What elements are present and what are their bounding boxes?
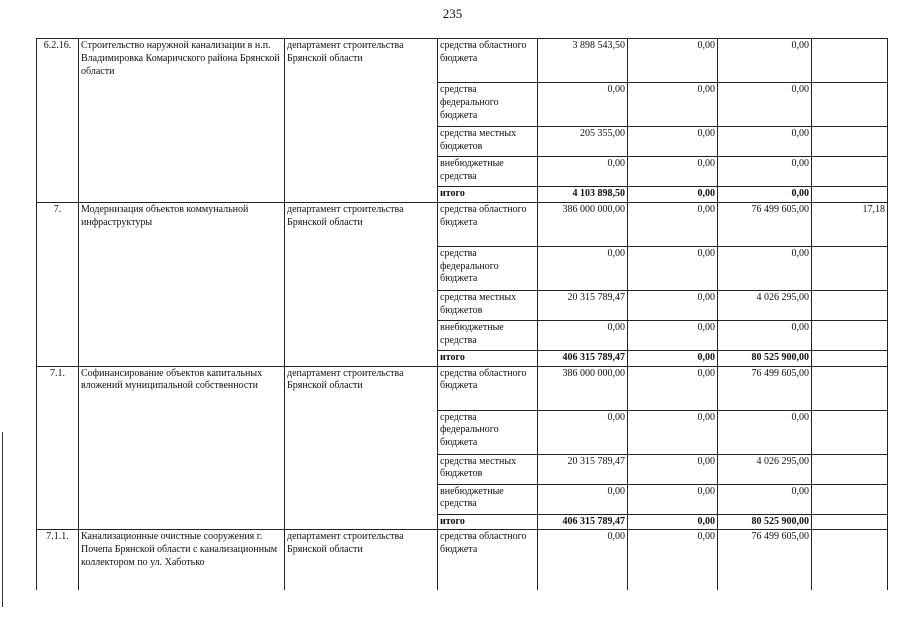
item-executor: департамент строительства Брянской области (285, 39, 438, 203)
item-name: Канализационные очистные сооружения г. Почепа Брянской области с канализационным коллектором по ул. Хаботько (79, 530, 285, 590)
percent-value (812, 366, 888, 410)
value-2: 0,00 (628, 187, 718, 203)
value-3: 0,00 (718, 83, 812, 127)
percent-value (812, 410, 888, 454)
funding-source: средства местных бюджетов (438, 454, 538, 484)
value-2: 0,00 (628, 83, 718, 127)
percent-value (812, 157, 888, 187)
percent-value (812, 187, 888, 203)
value-2: 0,00 (628, 454, 718, 484)
table-row (37, 366, 888, 410)
value-3: 0,00 (718, 187, 812, 203)
value-3: 0,00 (718, 157, 812, 187)
table-body (37, 39, 888, 590)
item-name: Софинансирование объектов капитальных вложений муниципальной собственности (79, 366, 285, 530)
value-2: 0,00 (628, 530, 718, 590)
funding-source: итого (438, 350, 538, 366)
percent-value (812, 39, 888, 83)
value-2: 0,00 (628, 39, 718, 83)
value-1: 0,00 (538, 83, 628, 127)
item-code: 7.1.1. (37, 530, 79, 590)
percent-value: 17,18 (812, 202, 888, 246)
item-code: 7.1. (37, 366, 79, 530)
value-1: 0,00 (538, 530, 628, 590)
value-1: 0,00 (538, 410, 628, 454)
value-3: 0,00 (718, 246, 812, 290)
value-1: 406 315 789,47 (538, 514, 628, 530)
value-2: 0,00 (628, 350, 718, 366)
funding-source: средства местных бюджетов (438, 127, 538, 157)
item-executor: департамент строительства Брянской области (285, 202, 438, 366)
percent-value (812, 350, 888, 366)
item-name: Модернизация объектов коммунальной инфраструктуры (79, 202, 285, 366)
margin-line (2, 432, 3, 607)
funding-source: средства федерального бюджета (438, 83, 538, 127)
value-2: 0,00 (628, 157, 718, 187)
value-2: 0,00 (628, 484, 718, 514)
percent-value (812, 484, 888, 514)
value-3: 80 525 900,00 (718, 514, 812, 530)
value-1: 0,00 (538, 484, 628, 514)
value-1: 0,00 (538, 320, 628, 350)
value-2: 0,00 (628, 410, 718, 454)
value-1: 406 315 789,47 (538, 350, 628, 366)
funding-source: внебюджетные средства (438, 320, 538, 350)
funding-source: средства федерального бюджета (438, 246, 538, 290)
value-3: 0,00 (718, 410, 812, 454)
percent-value (812, 320, 888, 350)
value-2: 0,00 (628, 127, 718, 157)
value-1: 0,00 (538, 157, 628, 187)
percent-value (812, 246, 888, 290)
table-row (37, 39, 888, 83)
value-2: 0,00 (628, 202, 718, 246)
table-row (37, 202, 888, 246)
value-1: 0,00 (538, 246, 628, 290)
table-row (37, 530, 888, 590)
value-3: 0,00 (718, 39, 812, 83)
value-2: 0,00 (628, 366, 718, 410)
value-3: 4 026 295,00 (718, 454, 812, 484)
value-2: 0,00 (628, 320, 718, 350)
item-code: 6.2.16. (37, 39, 79, 203)
funding-source: итого (438, 187, 538, 203)
item-executor: департамент строительства Брянской области (285, 366, 438, 530)
percent-value (812, 530, 888, 590)
value-1: 205 355,00 (538, 127, 628, 157)
funding-source: средства областного бюджета (438, 366, 538, 410)
budget-table (36, 38, 888, 590)
value-3: 0,00 (718, 127, 812, 157)
value-1: 386 000 000,00 (538, 202, 628, 246)
value-3: 4 026 295,00 (718, 290, 812, 320)
funding-source: средства областного бюджета (438, 202, 538, 246)
value-3: 76 499 605,00 (718, 366, 812, 410)
value-2: 0,00 (628, 514, 718, 530)
value-1: 386 000 000,00 (538, 366, 628, 410)
percent-value (812, 290, 888, 320)
funding-source: внебюджетные средства (438, 157, 538, 187)
percent-value (812, 454, 888, 484)
value-2: 0,00 (628, 290, 718, 320)
percent-value (812, 514, 888, 530)
value-3: 80 525 900,00 (718, 350, 812, 366)
percent-value (812, 83, 888, 127)
item-code: 7. (37, 202, 79, 366)
page-number: 235 (442, 6, 463, 21)
value-3: 0,00 (718, 320, 812, 350)
value-2: 0,00 (628, 246, 718, 290)
funding-source: средства федерального бюджета (438, 410, 538, 454)
value-3: 76 499 605,00 (718, 202, 812, 246)
value-3: 0,00 (718, 484, 812, 514)
funding-source: средства местных бюджетов (438, 290, 538, 320)
item-name: Строительство наружной канализации в н.п. Владимировка Комаричского района Брянской области (79, 39, 285, 203)
funding-source: средства областного бюджета (438, 530, 538, 590)
percent-value (812, 127, 888, 157)
value-1: 3 898 543,50 (538, 39, 628, 83)
funding-source: средства областного бюджета (438, 39, 538, 83)
value-1: 20 315 789,47 (538, 454, 628, 484)
item-executor: департамент строительства Брянской области (285, 530, 438, 590)
value-1: 20 315 789,47 (538, 290, 628, 320)
funding-source: итого (438, 514, 538, 530)
value-3: 76 499 605,00 (718, 530, 812, 590)
value-1: 4 103 898,50 (538, 187, 628, 203)
funding-source: внебюджетные средства (438, 484, 538, 514)
